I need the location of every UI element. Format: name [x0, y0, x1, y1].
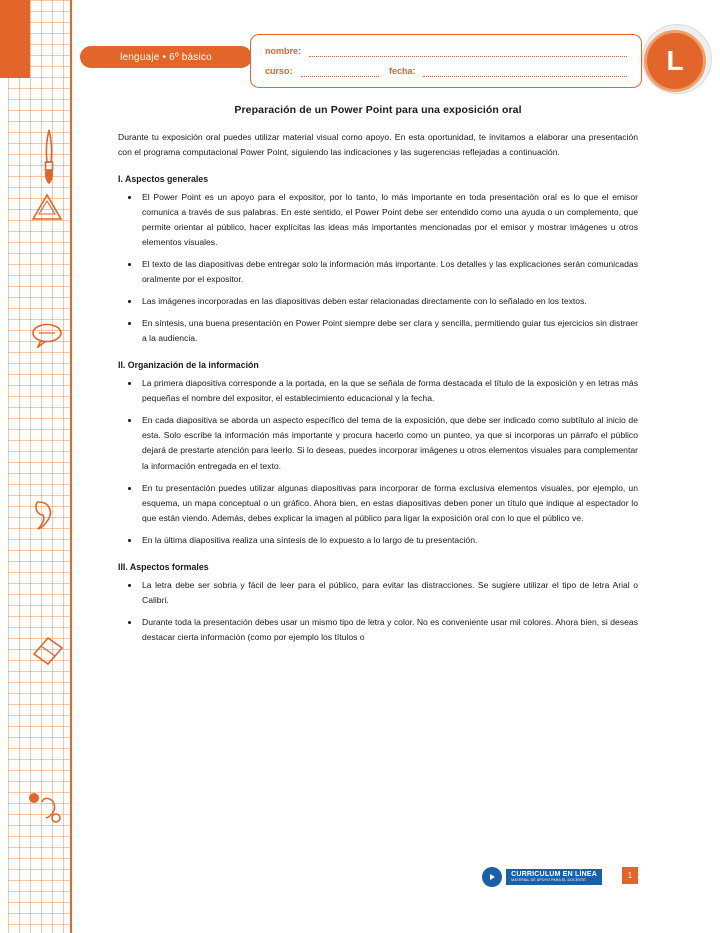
course-field-label: curso: — [265, 66, 293, 76]
section-heading-2: II. Organización de la información — [118, 360, 259, 371]
section-list-2 — [118, 376, 638, 547]
logo-sub-text: MATERIAL DE APOYO PARA EL DOCENTE — [511, 877, 586, 882]
name-field-line[interactable] — [309, 55, 627, 57]
list-item: Durante toda la presentación debes usar un mismo tipo de letra y color. No es conveniente usar mil colores. Ahora bien, si deseas destacar cierta información (como por ejemplo los títulos o — [134, 615, 638, 645]
corner-block — [0, 0, 30, 78]
course-field-line[interactable] — [301, 75, 379, 77]
play-icon — [482, 867, 502, 887]
music-note-icon — [26, 782, 68, 826]
date-field-line[interactable] — [423, 75, 627, 77]
margin-rule-line — [70, 0, 72, 933]
list-item: En síntesis, una buena presentación en Power Point siempre debe ser clara y sencilla, permitiendo guiar tus ejercicios sin distraer a la audiencia. — [134, 316, 638, 346]
page-header — [72, 30, 720, 92]
logo-main-text: CURRICULUM EN LÍNEA — [511, 871, 597, 879]
speech-bubble-icon — [30, 322, 64, 348]
comma-icon — [34, 498, 56, 532]
list-item: En la última diapositiva realiza una síntesis de lo expuesto a lo largo de tu presentación. — [134, 533, 638, 548]
section-list-1 — [118, 190, 638, 346]
eraser-icon — [28, 628, 68, 668]
intro-paragraph: Durante tu exposición oral puedes utilizar material visual como apoyo. En esta oportunidad, te invitamos a elaborar una presentación con el programa computacional Power Point, siguiendo las indicaciones y las sugerencias reflejadas a continuación. — [118, 132, 638, 158]
decorative-left-margin — [0, 0, 72, 933]
student-fields-box — [250, 34, 642, 88]
section-heading-3: III. Aspectos formales — [118, 561, 209, 572]
curriculum-logo — [482, 867, 602, 887]
paintbrush-icon — [38, 128, 60, 188]
list-item: Las imágenes incorporadas en las diapositivas deben estar relacionadas directamente con lo señalado en los textos. — [134, 294, 638, 309]
document-body — [118, 104, 638, 652]
list-item: El texto de las diapositivas debe entregar solo la información más importante. Los detalles y las explicaciones serán comunicadas oralmente por el expositor. — [134, 257, 638, 287]
date-field-label: fecha: — [389, 66, 416, 76]
section-list-3 — [118, 578, 638, 645]
list-item: En cada diapositiva se aborda un aspecto específico del tema de la exposición, que debe ser indicado como subtítulo al inicio de esta. Solo escribe la información más importante y procura hacerlo como un punteo, ya que si incorporas un párrafo el público dejará de prestarte atención para leerlo. Si lo deseas, puedes incorporar imágenes u otros elementos visuales para complementar la información entregada en el texto. — [134, 413, 638, 473]
page-title: Preparación de un Power Point para una exposición oral — [234, 104, 522, 116]
triangle-ruler-icon — [30, 192, 64, 222]
subject-tag: lenguaje • 6º básico — [80, 46, 252, 68]
list-item: La primera diapositiva corresponde a la portada, en la que se señala de forma destacada el título de la exposición y en letras más pequeñas el nombre del expositor, el establecimiento educacional y la fecha. — [134, 376, 638, 406]
list-item: En tu presentación puedes utilizar algunas diapositivas para incorporar de forma exclusiva elementos visuales, por ejemplo, un esquema, un mapa conceptual o un gráfico. Ahora bien, en estas diapositivas deben poner un título que indique al espectador lo que están viendo. Además, debes explicar la imagen al público para ligar la exposición oral con lo que el público ve. — [134, 481, 638, 526]
logo-text — [506, 869, 602, 884]
name-field-label: nombre: — [265, 46, 301, 56]
subject-badge: L — [644, 30, 706, 92]
page-footer — [118, 867, 638, 889]
list-item: La letra debe ser sobria y fácil de leer para el público, para evitar las distracciones. Se sugiere utilizar el tipo de letra Arial o Calibri. — [134, 578, 638, 608]
page-number: 1 — [622, 867, 638, 884]
list-item: El Power Point es un apoyo para el expositor, por lo tanto, lo más importante en toda presentación oral es lo que el emisor comunica a través de sus palabras. En este sentido, el Power Point debe ser entendido como una ayuda o un complemento, que permite orientar al público, hacer explícitas las ideas más importantes mencionadas por el emisor y mostrar imágenes u otros elementos visuales. — [134, 190, 638, 250]
section-heading-1: I. Aspectos generales — [118, 174, 209, 185]
